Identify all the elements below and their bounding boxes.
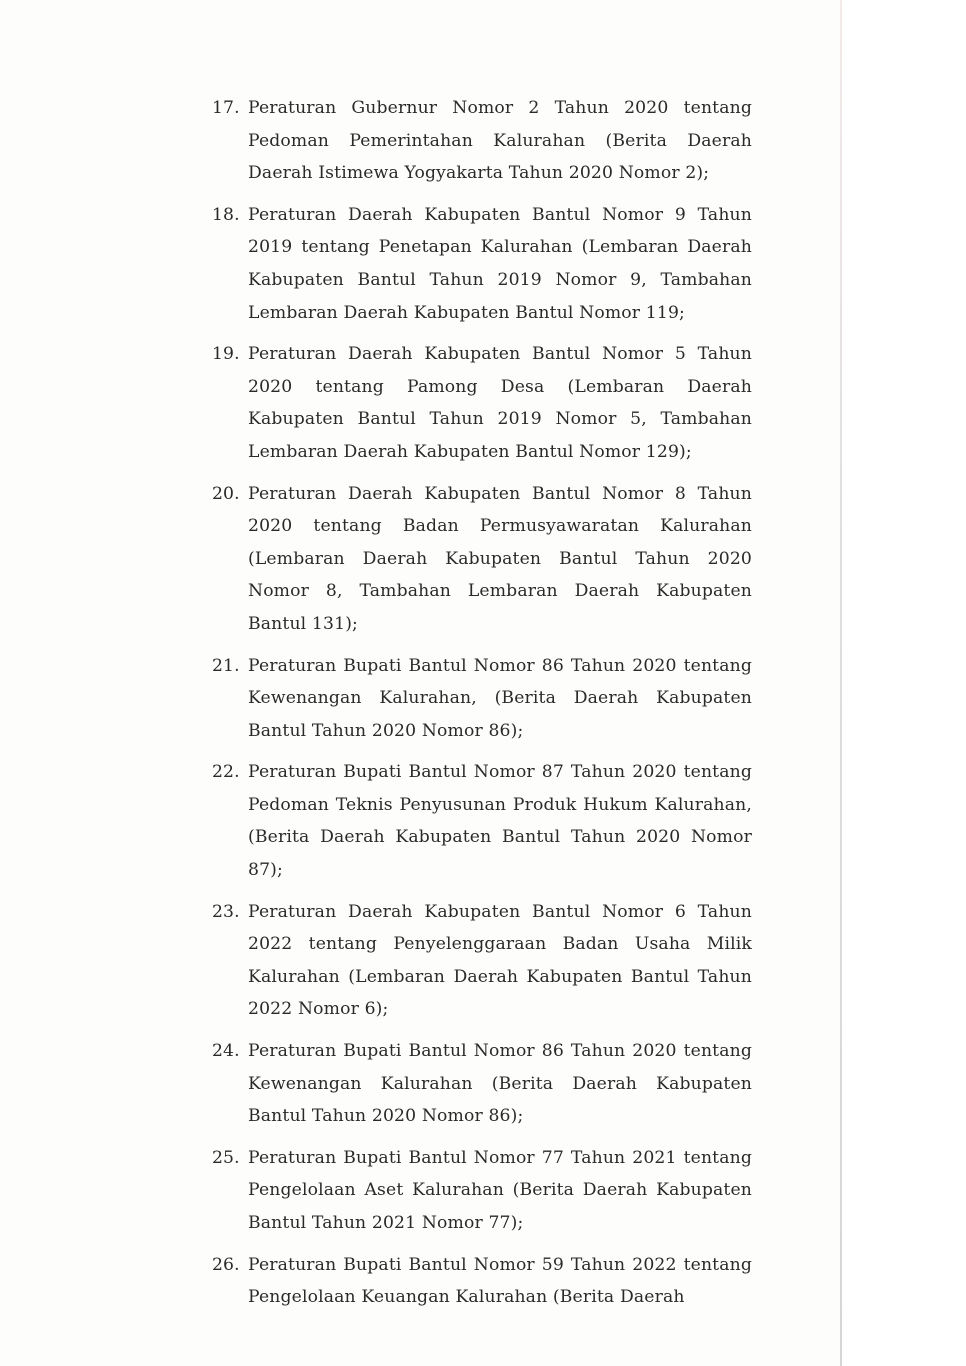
list-item xyxy=(212,92,752,190)
item-number: 20. xyxy=(212,483,240,504)
item-text: Peraturan Bupati Bantul Nomor 86 Tahun 2020 tentang Kewenangan Kalurahan (Berita Daerah Kabupaten Bantul Tahun 2020 Nomor 86); xyxy=(248,1041,752,1127)
list-item xyxy=(212,896,752,1026)
item-number: 26. xyxy=(212,1254,240,1275)
scan-margin xyxy=(842,0,966,1366)
list-item xyxy=(212,650,752,748)
item-number: 22. xyxy=(212,762,240,783)
item-text: Peraturan Bupati Bantul Nomor 59 Tahun 2022 tentang Pengelolaan Keuangan Kalurahan (Berita Daerah xyxy=(248,1254,752,1308)
item-number: 25. xyxy=(212,1147,240,1168)
item-text: Peraturan Bupati Bantul Nomor 86 Tahun 2020 tentang Kewenangan Kalurahan, (Berita Daerah Kabupaten Bantul Tahun 2020 Nomor 86); xyxy=(248,655,752,741)
item-text: Peraturan Daerah Kabupaten Bantul Nomor 5 Tahun 2020 tentang Pamong Desa (Lembaran Daerah Kabupaten Bantul Tahun 2019 Nomor 5, Tambahan Lembaran Daerah Kabupaten Bantul Nomor 129); xyxy=(248,344,752,462)
list-item xyxy=(212,1142,752,1240)
list-item xyxy=(212,478,752,641)
item-text: Peraturan Daerah Kabupaten Bantul Nomor 8 Tahun 2020 tentang Badan Permusyawaratan Kalurahan (Lembaran Daerah Kabupaten Bantul Tahun 2020 Nomor 8, Tambahan Lembaran Daerah Kabupaten Bantul 131); xyxy=(248,483,752,634)
list-item xyxy=(212,199,752,329)
item-number: 23. xyxy=(212,901,240,922)
item-number: 21. xyxy=(212,655,240,676)
item-text: Peraturan Daerah Kabupaten Bantul Nomor 6 Tahun 2022 tentang Penyelenggaraan Badan Usaha Milik Kalurahan (Lembaran Daerah Kabupaten Bantul Tahun 2022 Nomor 6); xyxy=(248,901,752,1020)
item-text: Peraturan Bupati Bantul Nomor 77 Tahun 2021 tentang Pengelolaan Aset Kalurahan (Berita Daerah Kabupaten Bantul Tahun 2021 Nomor 77); xyxy=(248,1147,752,1233)
item-number: 24. xyxy=(212,1041,240,1062)
item-text: Peraturan Daerah Kabupaten Bantul Nomor 9 Tahun 2019 tentang Penetapan Kalurahan (Lembaran Daerah Kabupaten Bantul Tahun 2019 Nomor 9, Tambahan Lembaran Daerah Kabupaten Bantul Nomor 119; xyxy=(248,204,752,323)
list-item xyxy=(212,1249,752,1314)
item-number: 17. xyxy=(212,98,240,118)
page-edge xyxy=(840,0,842,1366)
list-item xyxy=(212,338,752,468)
item-text: Peraturan Bupati Bantul Nomor 87 Tahun 2020 tentang Pedoman Teknis Penyusunan Produk Hukum Kalurahan, (Berita Daerah Kabupaten Bantul Tahun 2020 Nomor 87); xyxy=(248,762,752,881)
list-item xyxy=(212,756,752,886)
item-text: Peraturan Gubernur Nomor 2 Tahun 2020 tentang Pedoman Pemerintahan Kalurahan (Berita Daerah Daerah Istimewa Yogyakarta Tahun 2020 Nomor 2); xyxy=(248,98,752,184)
list-item xyxy=(212,1035,752,1133)
item-number: 18. xyxy=(212,204,240,225)
item-number: 19. xyxy=(212,344,240,365)
regulation-list xyxy=(212,92,752,1323)
